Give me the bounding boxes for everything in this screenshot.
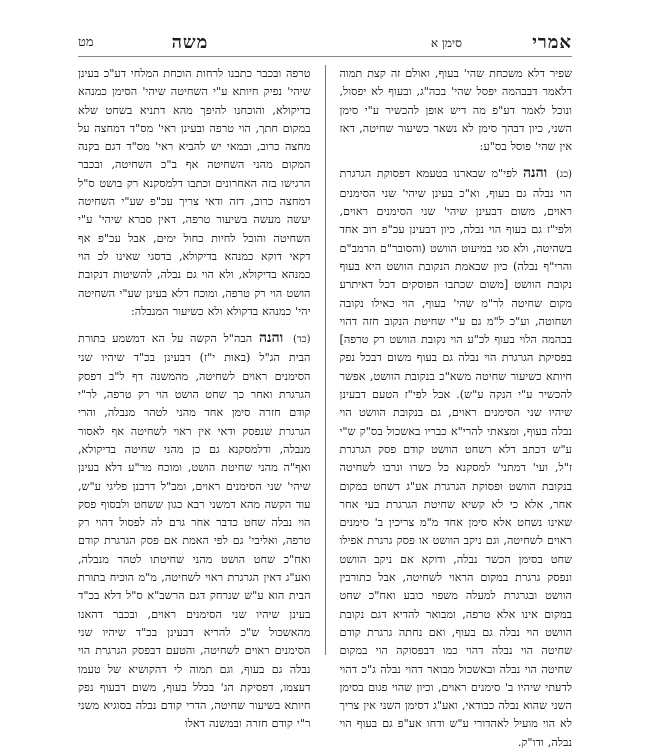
paragraph: טרפה ובכבר כתבנו לרחות הוכחת המלחי דע"כ בעינן שיהי' נפיק חיותא ע"י השחיטה שיהי' הסימן כמנהא בדיקולא, והוכחנו להיפך מהא דתניא בשחט שלא במקום חתך, הוי טרפה ובעינן ראי' מס"ד דמחצה על מחצה כרוב, ובמאי יש להביא ראי' מס"ד דגם בקנה המקום מהני השחיטה אף ב"כ השחיטה, ובכבר הרגישו בזה האחרונים וכתבו דלמסקנא רק בושט ס"ל דמחצה כרוב, דזה ודאי צריך עכ"פ שע"י השחיטה יעשה מעשה בשיעור טרפה, דאין סברא שיהי' ע"י השחיטה והוכל לחיות כחול ימים, אבל עכ"פ אף דקאי דוקא כמנהא בדיקולא, בדסגי שאינו לכ הוי כמנהא בדיקולא, ולא הוי גם נבלה, להשיטות דנקובת הושט הוי רק טרפה, ומוכח דלא בעינן שע"י השחיטה יהי' כמנהא בדקולא ולא כשיעור המנבלה:	[78, 67, 311, 318]
section-label: (כד)	[293, 334, 311, 346]
column-divider	[325, 65, 326, 655]
book-title-right: אמרי	[532, 31, 572, 53]
right-column	[339, 65, 573, 749]
page-number: מט	[78, 35, 94, 50]
paragraph: שפיר דלא משכחת שהי' בעוף, ואולם זה קצת תמוה דלאמר דבבהמה יפסל שהי' בכה"ג, ובעוף לא יפסול, ונוכל לאמר דע"פ מה דיש אופן להכשיר ע"י סימן השני, כיון דבהך סימן לא נשאר כשיעור שחיטה, דאז אין שהי' פוסל בס"ע:	[339, 67, 572, 154]
lead-word: והנה	[258, 330, 284, 347]
section-label: (כג)	[556, 169, 572, 181]
siman-label: סימן א	[430, 36, 462, 50]
paragraph	[340, 164, 573, 752]
paragraph-body: הבה"ל הקשה על הא דמשמע בתורת הבית הג"ל (באות י"ז) דבעינן בכ"ד שיהיו שני הסימנים ראוים לשחיטה, מהמשנה דף ל"ב דפסק הגרגרת ואחר כך שחט הושט הוי רק טרפה, לר"י קודם חזרה סימן אחד מהני לטהר מנבלה, והרי הגרגרת שנפסק ודאי אין ראוי לשחיטה אף לאסור מנבלה, ודלמסקנא גם כן מהני שחיטה בדיקולא, ואף"ה מהני שחיטת הושט, ומוכח מר"ע דלא בעינן שיהי' שני הסימנים ראוים, ומב"ל דרבנן פליגי ע"ש, עוד הקשה מהא דמשני רבא כגון ששחט ולבסוף פסק הוי נבלה שחט כדבר אחר גרם לה לפסול דהוי רק טרפה, ואליבי' גם לפי האמת אם פסק הגרגרת קודם ואח"כ שחט הושט מהני שחיטתו לטהר מנבלה, ואע"ג דאין הגרגרת ראוי לשחיטה, מ"מ הוכיח בתורת הבית הוא ע"ש שנרחק דגם הרשב"א ס"ל דלא בכ"ד בעינן שיהיו שני הסימנים ראוים, ובכבר דהאנו מהאשכול ש"כ להריא דבעינן בכ"ד שיהיו שני הסימנים ראוים לשחיטה, והטעם דבפסק הגרגרת הוי נבלה גם בעוף, וגם תמוה לי דהקושיא של טעמו דעצמו, דפסיקת הג' בכלל בעוף, משום דבעוף נפק חיותא בשיעור שחיטה, הדרי קודם נבלה בסוגיא משני ר"י קודם חזרה ובמשנה דאלו	[78, 332, 311, 731]
page-header	[78, 28, 572, 57]
paragraph	[78, 329, 311, 734]
paragraph-body: לפי"מ שבארנו בטעמא דפסוקת הגרגרת הוי נבלה גם בעוף, וא"כ בעינן שיהי' שני הסימנים ראוים, משום דבעינן שיהי' שני הסימנים ראוים, ולפי"ז גם בעוף הוי נבלה, כיון דבעינן עכ"פ רוב אחד בשהיטה, ולא סגי במיעוט הוושט (והסובר"ם הרמב"ם והרי"ף נבלה) כיון שבאמת הנקובת הוושט היא בעוף נקובת הוושט [משום שכתבו הפוסקים דכל דאיתרע מקום שחיטה לר"מ שהי' בעוף, הוי כאילו נקובה ושחוטה, וע"כ ל"מ גם ע"י שחיטת הנקוב חזה דהוי בבהמה הלוי בעוף לכ"ע הוי נקובת הוושט רק טרפה] בפסיקת הגרגרת הוי נבלה גם בעוף משום דבכל נפק חיותא כשיעור שחיטה משא"כ בנקובת הוושט, אפשר להכשיר ע"י הנקה ע"ש). אבל לפי"ז הטעם דבעינן שיהיו שני הסימנים ראוים, גם בנקובת הוושט הוי נבלה בעוף, ומצאתי להרי"א כבריו באשכול בס"ק ש"י ע"ש דכתב דלא רשחט הוושט קודם פסק הגרגרת ז"ל, ועי' דמתני' למסקנא כל כשרו ונרבו לשחיטה בנקובת הוושט ופסוקת הגרגרת אע"ג דשחט במקום אחר, אלא כי לא קשיא שחיטת הגרגרת בעי אחר שאינו נשחט אלא סימן אחד מ"מ צריכין ב' סימנים ראוים לשחיטה, וגם ניקב הוושט או פסק גרגרת אפילו שחט בסימן הכשר נבלה, ודוקא אם ניקב הוושט ונפסק גרגרת במקום הראוי לשחיטה, אבל כתורבין הוושט ובגרגרת למעלה משפוי כובע ואח"כ שחט במקום אינו אלא טרפה, ומבואר להדיא דגם נקובת הוושט הוי נבלה גם בעוף, ואם נחתה גרגרת קודם שחיטה הוי נבלה דהוי כמו דבפסוקה הוי במקום שחיטה הוי נבלה ובאשכול מבואר דהוי נבלה ג"כ דהוי לדעתי שיהיו ב' סימנים ראוים, וכיון שהוי פגום בסימן השני שהוא נבלה כבודאי, ואע"ג דסימן השני אין צריך לא הוי מועיל לאהדורי ע"ש ודחו אע"פ גם בעוף הוי נבלה, ודו"ק.	[339, 167, 572, 749]
book-title-left: משה	[171, 31, 209, 53]
lead-word: והנה	[522, 165, 548, 182]
text-columns	[78, 65, 572, 749]
left-column	[78, 65, 311, 731]
